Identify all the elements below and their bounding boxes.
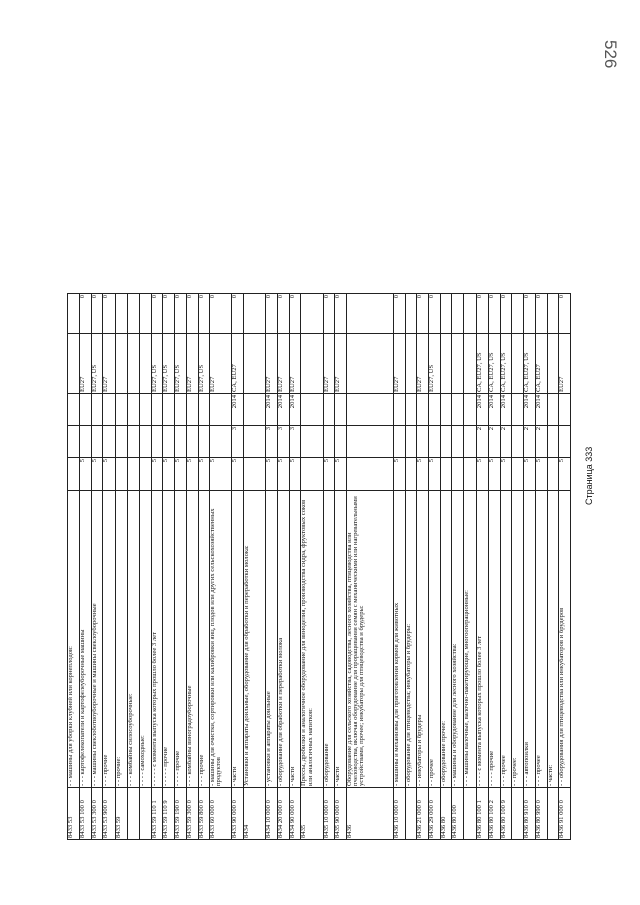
table-cell: EU27 (80, 333, 92, 393)
table-cell: 0 (394, 293, 406, 333)
table-cell: 0 (199, 293, 211, 333)
table-cell: 8433 59 300 0 (187, 787, 199, 840)
table-cell: 0 (103, 293, 116, 333)
table-cell: 0 (335, 293, 347, 333)
table-cell (67, 293, 80, 333)
table-cell: EU27 (103, 333, 116, 393)
table-cell (175, 425, 187, 457)
table-cell: 0 (163, 293, 175, 333)
table-cell: 2014 (278, 393, 290, 425)
table-cell (406, 393, 418, 425)
table-cell: CA, EU27, US (477, 333, 489, 393)
table-cell: - части (335, 490, 347, 787)
table-cell (80, 425, 92, 457)
table-cell: 5 (335, 457, 347, 490)
table-cell: 5 (278, 457, 290, 490)
table-cell: - - - прочие (199, 490, 211, 787)
table-cell: 2 (524, 425, 536, 457)
table-cell: EU27 (417, 333, 429, 393)
table-cell (128, 333, 140, 393)
table-cell: EU27, US (429, 333, 441, 393)
table-cell (140, 787, 152, 840)
table-cell: - - - - - прочие (163, 490, 175, 787)
table-cell: 0 (477, 293, 489, 333)
table-cell: 8436 (347, 787, 394, 840)
table-cell (452, 457, 464, 490)
table-cell (441, 393, 453, 425)
table-cell: - - - картофелекопатели и картофелеуборочные машины (80, 490, 92, 787)
table-cell: - оборудование (324, 490, 336, 787)
table-cell: 0 (559, 293, 571, 333)
table-cell: 0 (324, 293, 336, 333)
table-cell: 0 (152, 293, 164, 333)
table-cell: EU27, US (163, 333, 175, 393)
table-cell (92, 393, 104, 425)
table-cell (199, 425, 211, 457)
table-cell: - машины и механизмы для приготовления кормов для животных (394, 490, 406, 787)
table-cell: - - оборудования для птицеводства или инкубаторов и брудеров (559, 490, 571, 787)
table-cell: 5 (187, 457, 199, 490)
table-cell (140, 293, 152, 333)
table-cell (335, 425, 347, 457)
table-cell (548, 393, 560, 425)
table-cell: 0 (92, 293, 104, 333)
table-cell: 3 (278, 425, 290, 457)
table-cell (92, 425, 104, 457)
table-cell: - - - прочие (103, 490, 116, 787)
table-cell: 0 (536, 293, 548, 333)
table-cell: 8435 10 000 0 (324, 787, 336, 840)
table-cell (441, 293, 453, 333)
table-cell: 8436 80 (441, 787, 453, 840)
table-cell: EU27, US (152, 333, 164, 393)
table-cell: 8436 80 990 0 (536, 787, 548, 840)
table-cell (559, 393, 571, 425)
table-cell: - - прочее: (512, 490, 524, 787)
table-cell (128, 425, 140, 457)
table-cell (452, 333, 464, 393)
table-cell: - - - прочее (536, 490, 548, 787)
table-cell: EU27, US (199, 333, 211, 393)
table-cell (128, 457, 140, 490)
table-cell: - части: (548, 490, 560, 787)
table-cell: CA, EU27, US (524, 333, 536, 393)
table-cell (324, 425, 336, 457)
table-cell: 5 (232, 457, 244, 490)
table-cell (103, 425, 116, 457)
table-cell: - - - - - с момента выпуска которых прошло более 3 лет (152, 490, 164, 787)
table-cell: - оборудование прочее: (441, 490, 453, 787)
table-cell: 8436 29 000 0 (429, 787, 441, 840)
table-cell: 8436 80 100 9 (501, 787, 513, 840)
table-cell: - установки и аппараты доильные (266, 490, 278, 787)
table-cell: 8436 91 000 0 (559, 787, 571, 840)
table-cell: 8434 10 000 0 (266, 787, 278, 840)
table-cell: - - - автопоилки (524, 490, 536, 787)
table-cell: 8433 53 100 0 (80, 787, 92, 840)
table-cell (429, 393, 441, 425)
table-cell: CA, EU27, US (501, 333, 513, 393)
table-cell: 5 (163, 457, 175, 490)
table-cell: 8436 80 100 1 (477, 787, 489, 840)
table-cell: - оборудование для обработки и переработки молока (278, 490, 290, 787)
table-cell: EU27 (187, 333, 199, 393)
table-cell: 5 (80, 457, 92, 490)
table-cell: 8433 59 110 1 (152, 787, 164, 840)
table-cell: 0 (501, 293, 513, 333)
table-cell (116, 333, 128, 393)
table-cell: 2014 (290, 393, 302, 425)
table-cell: 5 (536, 457, 548, 490)
table-cell: 5 (417, 457, 429, 490)
table-cell (441, 333, 453, 393)
table-cell: EU27 (266, 333, 278, 393)
table-cell: 8435 90 000 0 (335, 787, 347, 840)
table-cell: - - - комбайны виноградоуборочные (187, 490, 199, 787)
table-cell: 8434 (244, 787, 266, 840)
table-cell: 8433 59 110 9 (163, 787, 175, 840)
table-cell (559, 425, 571, 457)
table-cell: 8433 60 000 0 (210, 787, 232, 840)
table-cell (452, 425, 464, 457)
table-cell: - - - машины свеклоботвоуборочные и машины свеклоуборочные (92, 490, 104, 787)
table-cell (116, 293, 128, 333)
table-cell: 2014 (266, 393, 278, 425)
table-cell: 2 (536, 425, 548, 457)
table-cell: - - машины и оборудование для лесного хозяйства: (452, 490, 464, 787)
table-cell (128, 787, 140, 840)
table-cell: 8436 80 100 2 (489, 787, 501, 840)
table-cell (406, 425, 418, 457)
table-cell: 8436 10 000 0 (394, 787, 406, 840)
table-cell (67, 393, 80, 425)
table-cell: 0 (489, 293, 501, 333)
table-cell: 0 (80, 293, 92, 333)
table-cell: 8434 90 000 0 (290, 787, 302, 840)
table-cell: 8433 53 900 0 (103, 787, 116, 840)
table-cell (175, 393, 187, 425)
table-cell: 2014 (501, 393, 513, 425)
table-cell: EU27 (324, 333, 336, 393)
table-cell: EU27 (278, 333, 290, 393)
table-cell: 3 (266, 425, 278, 457)
table-cell (347, 333, 394, 393)
table-cell (152, 425, 164, 457)
table-cell (210, 393, 232, 425)
table-cell (417, 393, 429, 425)
table-cell: EU27 (210, 333, 232, 393)
table-cell (103, 393, 116, 425)
table-cell (244, 393, 266, 425)
table-cell (187, 425, 199, 457)
page-stamp: 526 (601, 40, 620, 69)
table-cell: EU27 (559, 333, 571, 393)
table-cell (80, 393, 92, 425)
table-cell: 5 (152, 457, 164, 490)
table-cell: 2014 (536, 393, 548, 425)
table-cell (116, 393, 128, 425)
table-cell (347, 425, 394, 457)
table-cell: - машины для очистки, сортировки или калибровки яиц, плодов или других сельскохозяйственных продуктов (210, 490, 232, 787)
table-cell (116, 425, 128, 457)
table-cell (394, 393, 406, 425)
table-cell (67, 425, 80, 457)
table-cell: - оборудование для птицеводства; инкубаторы и брудеры: (406, 490, 418, 787)
table-cell (347, 293, 394, 333)
table-cell: EU27 (394, 333, 406, 393)
table-cell (128, 393, 140, 425)
table-cell (324, 393, 336, 425)
table-cell: - - - комбайны силосоуборочные: (128, 490, 140, 787)
table-cell (301, 333, 323, 393)
table-cell: 5 (175, 457, 187, 490)
table-cell (548, 293, 560, 333)
table-cell (244, 425, 266, 457)
table-cell (116, 457, 128, 490)
table-cell: EU27 (335, 333, 347, 393)
table-cell: - - машины для уборки клубней или корнеплодов: (67, 490, 80, 787)
table-cell: 8436 80 910 0 (524, 787, 536, 840)
table-cell: - части (232, 490, 244, 787)
table-cell (140, 333, 152, 393)
table-cell: 8433 53 (67, 787, 80, 840)
table-cell (429, 425, 441, 457)
table-cell (244, 293, 266, 333)
table-cell: 8436 21 000 0 (417, 787, 429, 840)
table-cell: - - - - прочие (175, 490, 187, 787)
table-cell: - - инкубаторы и брудеры (417, 490, 429, 787)
table-cell (441, 425, 453, 457)
table-cell (347, 393, 394, 425)
table-cell: 8433 59 190 0 (175, 787, 187, 840)
table-cell: 8436 80 100 (452, 787, 464, 840)
table-cell: 5 (501, 457, 513, 490)
table-cell: CA, EU27 (232, 333, 244, 393)
table-cell: 0 (210, 293, 232, 333)
table-cell: 8433 53 300 0 (92, 787, 104, 840)
table-cell (244, 333, 266, 393)
table-cell: 2014 (524, 393, 536, 425)
table-cell (199, 393, 211, 425)
table-cell (244, 457, 266, 490)
table-cell: 5 (199, 457, 211, 490)
table-cell: CA, EU27, US (489, 333, 501, 393)
table-cell (163, 425, 175, 457)
table-cell: 8435 (301, 787, 323, 840)
table-cell (128, 293, 140, 333)
table-cell (140, 457, 152, 490)
table-cell (187, 393, 199, 425)
table-cell: 0 (232, 293, 244, 333)
table-cell (452, 293, 464, 333)
table-cell: 5 (92, 457, 104, 490)
table-cell: - - прочее (429, 490, 441, 787)
table-cell: 0 (429, 293, 441, 333)
table-cell: - части (290, 490, 302, 787)
table-cell: 5 (290, 457, 302, 490)
table-cell: 3 (232, 425, 244, 457)
table-cell: 5 (477, 457, 489, 490)
table-cell: 5 (324, 457, 336, 490)
table-cell: 2 (477, 425, 489, 457)
table-cell: 0 (417, 293, 429, 333)
table-cell: 3 (290, 425, 302, 457)
table-cell: - - прочие: (116, 490, 128, 787)
table-cell: EU27, US (175, 333, 187, 393)
table-cell: 5 (394, 457, 406, 490)
table-cell (210, 425, 232, 457)
table-cell (301, 293, 323, 333)
table-cell: 0 (266, 293, 278, 333)
table-cell: - - - - самоходные: (140, 490, 152, 787)
table-cell (548, 425, 560, 457)
table-cell: 2014 (232, 393, 244, 425)
table-cell (140, 393, 152, 425)
table-cell: 0 (175, 293, 187, 333)
table-cell (301, 425, 323, 457)
table-cell: 8433 59 (116, 787, 128, 840)
table-cell: 0 (524, 293, 536, 333)
table-cell (163, 393, 175, 425)
table-cell: - - - прочее (501, 490, 513, 787)
table-cell: 0 (290, 293, 302, 333)
table-cell: 5 (103, 457, 116, 490)
table-cell: - - - - с момента выпуска которых прошло более 3 лет (477, 490, 489, 787)
table-cell: Прессы, дробилки и аналогичное оборудование для виноделия, производства сидра, фруктовых соков или аналогичных напитков: (301, 490, 323, 787)
table-cell: EU27 (290, 333, 302, 393)
table-cell (335, 393, 347, 425)
table-cell (441, 457, 453, 490)
table-cell: Установки и аппараты доильные, оборудование для обработки и переработки молока: (244, 490, 266, 787)
table-cell: CA, EU27 (536, 333, 548, 393)
table-cell: 2014 (489, 393, 501, 425)
table-cell: 8433 90 000 0 (232, 787, 244, 840)
page-footer: Страница 333 (584, 446, 594, 505)
table-cell (347, 457, 394, 490)
table-cell (417, 425, 429, 457)
table-cell: 8434 20 000 0 (278, 787, 290, 840)
table-cell: 5 (559, 457, 571, 490)
table-cell (152, 393, 164, 425)
table-cell (452, 393, 464, 425)
table-cell: 5 (210, 457, 232, 490)
table-cell (464, 293, 477, 333)
table-cell: 5 (489, 457, 501, 490)
table-cell (512, 293, 524, 333)
table-cell: - - - - прочие (489, 490, 501, 787)
table-cell (406, 293, 418, 333)
table-cell: 5 (266, 457, 278, 490)
table-cell (301, 393, 323, 425)
table-cell (301, 457, 323, 490)
table-cell: 5 (524, 457, 536, 490)
table-cell (394, 425, 406, 457)
table-cell: Оборудование для сельского хозяйства, садоводства, лесного хозяйства, птицеводства или пчеловодства, включая оборудование для проращивания семян с механическими или нагревательными устройствами, прочее; инкубаторы для птицеводства и брудеры: (347, 490, 394, 787)
table-cell: 2 (501, 425, 513, 457)
table-cell: 0 (187, 293, 199, 333)
table-cell: EU27, US (92, 333, 104, 393)
table-cell: 2014 (477, 393, 489, 425)
table-cell: 5 (429, 457, 441, 490)
table-cell: 0 (278, 293, 290, 333)
table-cell: 2 (489, 425, 501, 457)
table-cell (140, 425, 152, 457)
table-cell: 8433 59 800 0 (199, 787, 211, 840)
table-cell: - - - машины валочные, валочно-пакетирующие, многооперационные: (464, 490, 477, 787)
